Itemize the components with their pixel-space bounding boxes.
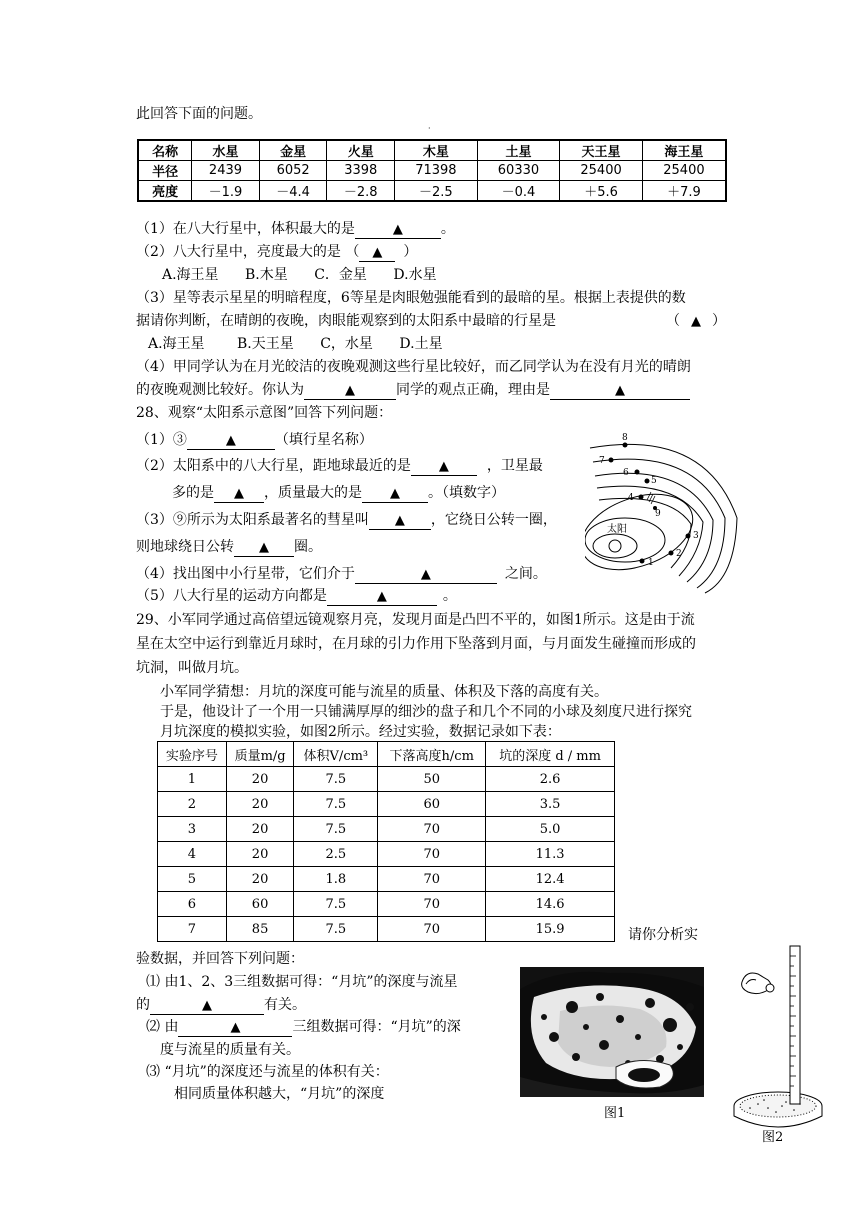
paren: ） [712,313,726,329]
blank-mark: ▲ [372,245,383,260]
question-text: 。 [440,221,455,237]
q29-line4: 小军同学猜想：月坑的深度可能与流星的质量、体积及下落的高度有关。 [160,684,608,700]
planet-number: 4 [628,493,634,503]
question-text: （2）八大行星中，亮度最大的是 （ [136,244,360,260]
table-cell: 60 [226,892,294,917]
q28-5 [136,586,457,606]
q29-a3b: 相同质量体积越大，“月坑”的深度 [174,1086,385,1102]
q27-1 [136,219,455,239]
table-row [138,181,726,202]
option-d[interactable]: D.土星 [399,336,443,352]
blank-mark: ▲ [225,433,236,448]
table-row [158,817,615,842]
planet-dot [669,551,674,556]
table-cell: 土星 [477,140,560,161]
table-row [158,867,615,892]
table-cell: 1 [158,767,227,792]
planet-number: 5 [651,476,657,486]
table-cell: 名称 [138,140,192,161]
table-cell: 7 [158,917,227,942]
table-cell: 11.3 [486,842,615,867]
table-cell: 70 [378,867,486,892]
question-text: 的 [136,997,150,1013]
answer-blank[interactable] [178,1019,292,1037]
blank-mark: ▲ [615,383,625,398]
table-cell: 71398 [395,161,478,181]
table-row [138,161,726,181]
table-cell: 70 [378,842,486,867]
table-row [158,792,615,817]
table-cell: 2.5 [294,842,378,867]
sun-label: 太阳 [607,524,627,535]
table-cell: 6 [158,892,227,917]
option-b[interactable]: B.木星 [245,267,288,283]
q29-line3: 坑洞，叫做月坑。 [136,660,248,676]
table-cell: 坑的深度 d / mm [486,742,615,767]
q29-a1: ⑴ 由1、2、3三组数据可得：“月坑”的深度与流星 [146,974,458,990]
q29-after-table: 验数据，并回答下列问题： [136,951,304,967]
table-cell: 亮度 [138,181,192,202]
blank-mark: ▲ [691,314,701,329]
planet-number: 1 [648,558,654,568]
answer-blank[interactable] [187,432,275,450]
question-text: 圈。 [294,539,322,555]
table-cell: 木星 [395,140,478,161]
answer-blank[interactable] [304,382,396,400]
fig1-caption: 图1 [604,1106,626,1121]
q27-2-options [162,265,437,285]
planet-number: 9 [655,509,661,519]
question-text: （1）③ [136,432,187,448]
answer-blank[interactable] [234,539,294,557]
intro-text: 此回答下面的问题。 [136,106,262,122]
sun-icon [609,540,621,552]
q28-3 [136,510,557,530]
planet-dot [645,479,650,484]
asteroid-belt [647,492,655,504]
q27-3-line1: （3）星等表示星星的明暗程度，6等星是肉眼勉强能看到的最暗的星。根据上表提供的数 [136,290,686,306]
table-cell: 5.0 [486,817,615,842]
table-cell: 7.5 [294,817,378,842]
answer-blank[interactable] [214,485,264,503]
question-text: 则地球绕日公转 [136,539,234,555]
table-row [158,842,615,867]
experiment-table-header-row [158,742,615,767]
q27-4-line2 [136,380,690,400]
blank-mark: ▲ [259,540,269,555]
table-cell: 2439 [192,161,260,181]
blank-mark: ▲ [230,1020,241,1035]
planet-number: 7 [599,456,605,466]
table-row [158,767,615,792]
question-text: （2）太阳系中的八大行星，距地球最近的是 [136,458,411,474]
table-cell: 2.6 [486,767,615,792]
q29-a2 [146,1017,461,1037]
table-cell: 7.5 [294,917,378,942]
question-text: 。 [442,588,457,604]
answer-blank[interactable] [411,458,477,476]
table-cell: 70 [378,917,486,942]
option-c[interactable]: C．金星 [314,267,367,283]
question-text: ，它绕日公转一圈， [430,512,557,528]
question-text: 。（填数字） [428,485,505,501]
table-row [158,892,615,917]
planet-dot [623,443,628,448]
answer-blank[interactable] [327,588,437,606]
table-cell: 3398 [327,161,395,181]
answer-blank[interactable] [680,313,712,330]
table-cell: 7.5 [294,792,378,817]
option-c[interactable]: C，水星 [320,336,373,352]
table-cell: 12.4 [486,867,615,892]
blank-mark: ▲ [345,383,355,398]
planet-dot [639,495,644,500]
paren: （ [666,313,680,329]
q27-4-line1: （4）甲同学认为在月光皎洁的夜晚观测这些行星比较好，而乙同学认为在没有月光的晴朗 [136,359,691,375]
answer-blank[interactable] [550,382,690,400]
question-text: （填行星名称） [274,432,373,448]
q29-after-table-right: 请你分析实 [628,927,698,943]
table-cell: 3 [158,817,227,842]
fig2-caption: 图2 [762,1130,784,1145]
answer-blank[interactable] [355,566,497,584]
table-cell: 20 [226,767,294,792]
dot-mark: · [428,124,431,133]
table-cell: 5 [158,867,227,892]
table-cell: 60330 [477,161,560,181]
question-text: （4）找出图中小行星带，它们介于 [136,566,355,582]
q28-4 [136,564,547,584]
table-cell: 14.6 [486,892,615,917]
planet-table-header-row [138,140,726,161]
q29-line6: 月坑深度的模拟实验，如图2所示。经过实验，数据记录如下表： [160,724,561,740]
option-b[interactable]: B.天王星 [237,336,294,352]
answer-blank[interactable] [359,244,395,262]
blank-mark: ▲ [394,513,405,528]
blank-mark: ▲ [390,486,400,501]
table-cell: 海王星 [642,140,726,161]
planet-dot [635,470,640,475]
table-cell: 20 [226,817,294,842]
question-text: （1）在八大行星中，体积最大的是 [136,221,355,237]
table-cell: －1.9 [192,181,260,202]
q29-line2: 星在太空中运行到靠近月球时，在月球的引力作用下坠落到月面，与月面发生碰撞而形成的 [136,636,696,652]
table-cell: 15.9 [486,917,615,942]
experiment-table [157,741,615,942]
blank-mark: ▲ [234,486,244,501]
q27-2 [136,242,417,262]
planet-number: 3 [693,531,699,541]
table-cell: 50 [378,767,486,792]
blank-mark: ▲ [420,567,431,582]
table-cell: 3.5 [486,792,615,817]
question-text: 多的是 [172,485,214,501]
planet-table [137,139,727,202]
question-text: （5）八大行星的运动方向都是 [136,588,327,604]
table-cell: 1.8 [294,867,378,892]
planet-number: 8 [622,433,628,443]
table-cell: 体积V/cm³ [294,742,378,767]
table-cell: 下落高度h/cm [378,742,486,767]
blank-mark: ▲ [392,222,403,237]
q28-title: 28、观察“太阳系示意图”回答下列问题： [136,405,393,421]
table-cell: 实验序号 [158,742,227,767]
table-cell: 金星 [259,140,327,161]
option-d[interactable]: D.水星 [393,267,437,283]
table-cell: 70 [378,817,486,842]
table-cell: 70 [378,892,486,917]
answer-blank[interactable] [150,997,264,1015]
question-text: ⑵ 由 [146,1019,179,1035]
table-row [158,917,615,942]
q27-3-line2: 据请你判断，在晴朗的夜晚，肉眼能观察到的太阳系中最暗的行星是 [136,313,556,329]
planet-dot [640,559,645,564]
table-cell: 25400 [560,161,643,181]
q27-3-options [148,334,443,354]
question-text: （3）⑨所示为太阳系最著名的彗星叫 [136,512,369,528]
planet-number: 2 [676,549,682,559]
q29-a3: ⑶ “月坑”的深度还与流星的体积有关： [146,1064,389,1080]
solar-system-diagram [585,428,740,598]
table-cell: 2 [158,792,227,817]
table-cell: ＋7.9 [642,181,726,202]
table-cell: 20 [226,867,294,892]
table-cell: 20 [226,842,294,867]
table-cell: 85 [226,917,294,942]
question-text: 有关。 [264,997,306,1013]
q28-1 [136,430,373,450]
answer-blank[interactable] [369,512,431,530]
table-cell: －2.5 [395,181,478,202]
table-cell: －0.4 [477,181,560,202]
q29-line1: 29、小军同学通过高倍望远镜观察月亮，发现月面是凸凹不平的，如图1所示。这是由于流 [136,612,695,628]
answer-blank[interactable] [355,221,441,239]
question-text: ） [403,244,418,260]
q29-line5: 于是，他设计了一个用一只铺满厚厚的细沙的盘子和几个不同的小球及刻度尺进行探究 [160,704,692,720]
table-cell: 60 [378,792,486,817]
table-cell: －2.8 [327,181,395,202]
planet-dot [609,458,614,463]
table-cell: 7.5 [294,892,378,917]
sand-dish-ruler-diagram [728,942,828,1142]
table-cell: 20 [226,792,294,817]
table-cell: 火星 [327,140,395,161]
option-a[interactable]: A.海王星 [162,267,219,283]
table-cell: －4.4 [259,181,327,202]
q29-a1b [136,995,306,1015]
question-text: 的夜晚观测比较好。你认为 [136,382,304,398]
q28-2 [136,456,543,476]
table-cell: 水星 [192,140,260,161]
answer-blank[interactable] [362,485,428,503]
table-cell: 天王星 [560,140,643,161]
table-cell: 25400 [642,161,726,181]
blank-mark: ▲ [438,459,449,474]
q29-a2b: 度与流星的质量有关。 [160,1042,300,1058]
table-cell: 半径 [138,161,192,181]
table-cell: 4 [158,842,227,867]
table-cell: ＋5.6 [560,181,643,202]
question-text: 之间。 [504,566,547,582]
table-cell: 7.5 [294,767,378,792]
planet-dot [686,534,691,539]
question-text: 三组数据可得：“月坑”的深 [292,1019,461,1035]
blank-mark: ▲ [376,589,387,604]
q27-3-answer [666,311,726,331]
q28-3b [136,537,322,557]
option-a[interactable]: A.海王星 [148,336,205,352]
question-text: ，卫星最 [486,458,543,474]
q28-2b [172,483,505,503]
table-cell: 质量m/g [226,742,294,767]
blank-mark: ▲ [202,998,212,1013]
planet-number: 6 [623,468,629,478]
question-text: ，质量最大的是 [264,485,362,501]
moon-crater-photo [520,967,704,1097]
table-cell: 6052 [259,161,327,181]
question-text: 同学的观点正确，理由是 [396,382,550,398]
